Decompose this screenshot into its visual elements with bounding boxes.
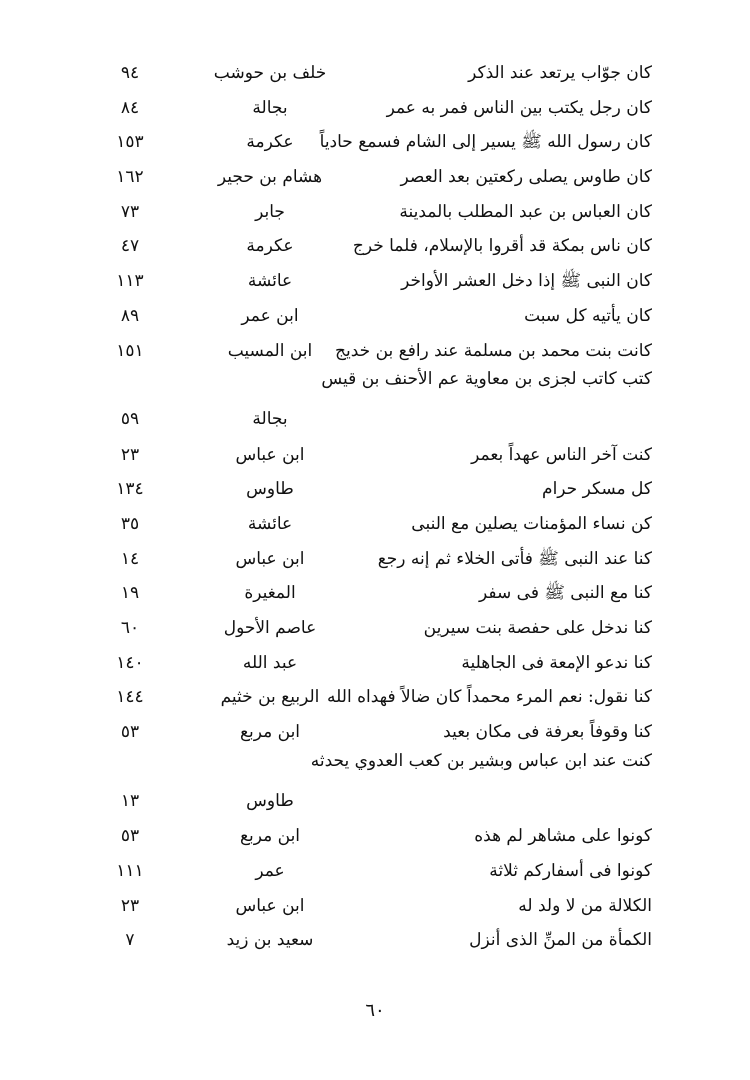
page-reference: ١٣	[120, 790, 140, 811]
hadith-incipit: كتب كاتب لجزى بن معاوية عم الأحنف بن قيس	[321, 369, 652, 390]
index-entry	[100, 223, 660, 258]
page-reference: ٧٣	[120, 201, 140, 222]
index-entry	[100, 119, 660, 154]
hadith-incipit: كونوا فى أسفاركم ثلاثة	[489, 860, 652, 881]
index-entry	[100, 432, 660, 467]
index-entry	[100, 605, 660, 640]
index-entry	[100, 189, 660, 224]
hadith-incipit: كانت بنت محمد بن مسلمة عند رافع بن خديج	[335, 340, 652, 361]
narrator-name: طاوس	[246, 790, 294, 811]
narrator-name: جابر	[255, 201, 285, 222]
index-entry	[100, 362, 660, 431]
index-entry	[100, 85, 660, 120]
page-reference: ٨٩	[120, 305, 140, 326]
index-entry	[100, 466, 660, 501]
page-reference: ٢٣	[120, 444, 140, 465]
hadith-incipit: كنا عند النبى ﷺ فأتى الخلاء ثم إنه رجع	[377, 548, 652, 569]
narrator-name: عكرمة	[246, 236, 294, 257]
page-reference: ٧	[125, 930, 135, 951]
narrator-name: بجالة	[252, 97, 288, 118]
hadith-incipit: كنا مع النبى ﷺ فى سفر	[479, 583, 652, 604]
page-reference: ٢٣	[120, 895, 140, 916]
index-entry	[100, 744, 660, 813]
hadith-incipit: كان ناس بمكة قد أقروا بالإسلام، فلما خرج	[352, 236, 652, 257]
index-list	[100, 50, 660, 952]
index-entry	[100, 258, 660, 293]
hadith-incipit: كنت عند ابن عباس وبشير بن كعب العدوي يحدثه	[310, 750, 652, 771]
narrator-name: عائشة	[247, 271, 293, 292]
narrator-name: طاوس	[246, 479, 294, 500]
narrator-name: سعيد بن زيد	[226, 930, 314, 951]
page-reference: ١٤٤	[116, 687, 144, 708]
hadith-incipit: كان رسول الله ﷺ يسير إلى الشام فسمع حادياً	[319, 132, 652, 153]
page-reference: ١٣٤	[116, 479, 144, 500]
hadith-incipit: كنا ندعو الإمعة فى الجاهلية	[461, 652, 652, 673]
narrator-name: ابن مربع	[239, 826, 301, 847]
page-reference: ١٥١	[116, 340, 144, 361]
page-reference: ٥٩	[120, 409, 140, 430]
index-entry	[100, 570, 660, 605]
page-number: ٦٠	[365, 1000, 385, 1021]
hadith-incipit: كنا وقوفاً بعرفة فى مكان بعيد	[443, 722, 652, 743]
hadith-incipit: كنت آخر الناس عهداً بعمر	[471, 444, 652, 465]
index-entry	[100, 536, 660, 571]
narrator-name: ابن عمر	[241, 305, 299, 326]
page-reference: ٨٤	[120, 97, 140, 118]
hadith-incipit: كان النبى ﷺ إذا دخل العشر الأواخر	[401, 271, 652, 292]
page-reference: ٣٥	[120, 513, 140, 534]
index-entry	[100, 848, 660, 883]
narrator-name: المغيرة	[244, 583, 296, 604]
hadith-incipit: كان رجل يكتب بين الناس فمر به عمر	[386, 97, 652, 118]
index-entry	[100, 50, 660, 85]
narrator-name: بجالة	[252, 409, 288, 430]
page-reference: ١١١	[116, 860, 144, 881]
narrator-name: عائشة	[247, 513, 293, 534]
hadith-incipit: كن نساء المؤمنات يصلين مع النبى	[411, 513, 652, 534]
index-entry	[100, 640, 660, 675]
page-reference: ٦٠	[120, 618, 140, 639]
index-entry	[100, 674, 660, 709]
page-reference: ٥٣	[120, 722, 140, 743]
page-reference: ١٥٣	[116, 132, 144, 153]
page-reference: ٥٣	[120, 826, 140, 847]
hadith-incipit: كل مسكر حرام	[542, 479, 652, 500]
narrator-name: خلف بن حوشب	[213, 63, 327, 83]
page-reference: ١٤٠	[116, 652, 144, 673]
page-reference: ٩٤	[120, 63, 140, 83]
narrator-name: هشام بن حجير	[217, 167, 323, 188]
hadith-incipit: كونوا على مشاهر لم هذه	[474, 826, 652, 847]
narrator-name: عكرمة	[246, 132, 294, 153]
narrator-name: ابن المسيب	[227, 340, 313, 361]
hadith-incipit: كان جوّاب يرتعد عند الذكر	[468, 63, 652, 83]
index-entry	[100, 917, 660, 952]
hadith-incipit: كنا نقول: نعم المرء محمداً كان ضالاً فهداه الله	[327, 687, 652, 708]
narrator-name: الربيع بن خثيم	[220, 687, 320, 708]
index-entry	[100, 328, 660, 363]
page-reference: ٤٧	[120, 236, 140, 257]
narrator-name: ابن عباس	[235, 444, 305, 465]
hadith-incipit: كنا ندخل على حفصة بنت سيرين	[423, 618, 652, 639]
index-entry	[100, 154, 660, 189]
index-entry	[100, 501, 660, 536]
index-entry	[100, 813, 660, 848]
narrator-name: عاصم الأحول	[223, 618, 317, 639]
index-entry	[100, 293, 660, 328]
narrator-name: ابن مربع	[239, 722, 301, 743]
hadith-incipit: الكلالة من لا ولد له	[518, 895, 652, 916]
hadith-incipit: كان يأتيه كل سبت	[524, 305, 652, 326]
narrator-name: عبد الله	[242, 652, 298, 673]
narrator-name: ابن عباس	[235, 895, 305, 916]
page-reference: ١١٣	[116, 271, 144, 292]
index-entry	[100, 883, 660, 918]
index-entry	[100, 709, 660, 744]
page-reference: ١٩	[120, 583, 140, 604]
hadith-incipit: كان العباس بن عبد المطلب بالمدينة	[399, 201, 652, 222]
hadith-incipit: الكمأة من المنِّ الذى أنزل	[469, 930, 652, 951]
narrator-name: عمر	[255, 860, 285, 881]
page-reference: ١٦٢	[116, 167, 144, 188]
page-reference: ١٤	[120, 548, 140, 569]
hadith-incipit: كان طاوس يصلى ركعتين بعد العصر	[400, 167, 652, 188]
narrator-name: ابن عباس	[235, 548, 305, 569]
